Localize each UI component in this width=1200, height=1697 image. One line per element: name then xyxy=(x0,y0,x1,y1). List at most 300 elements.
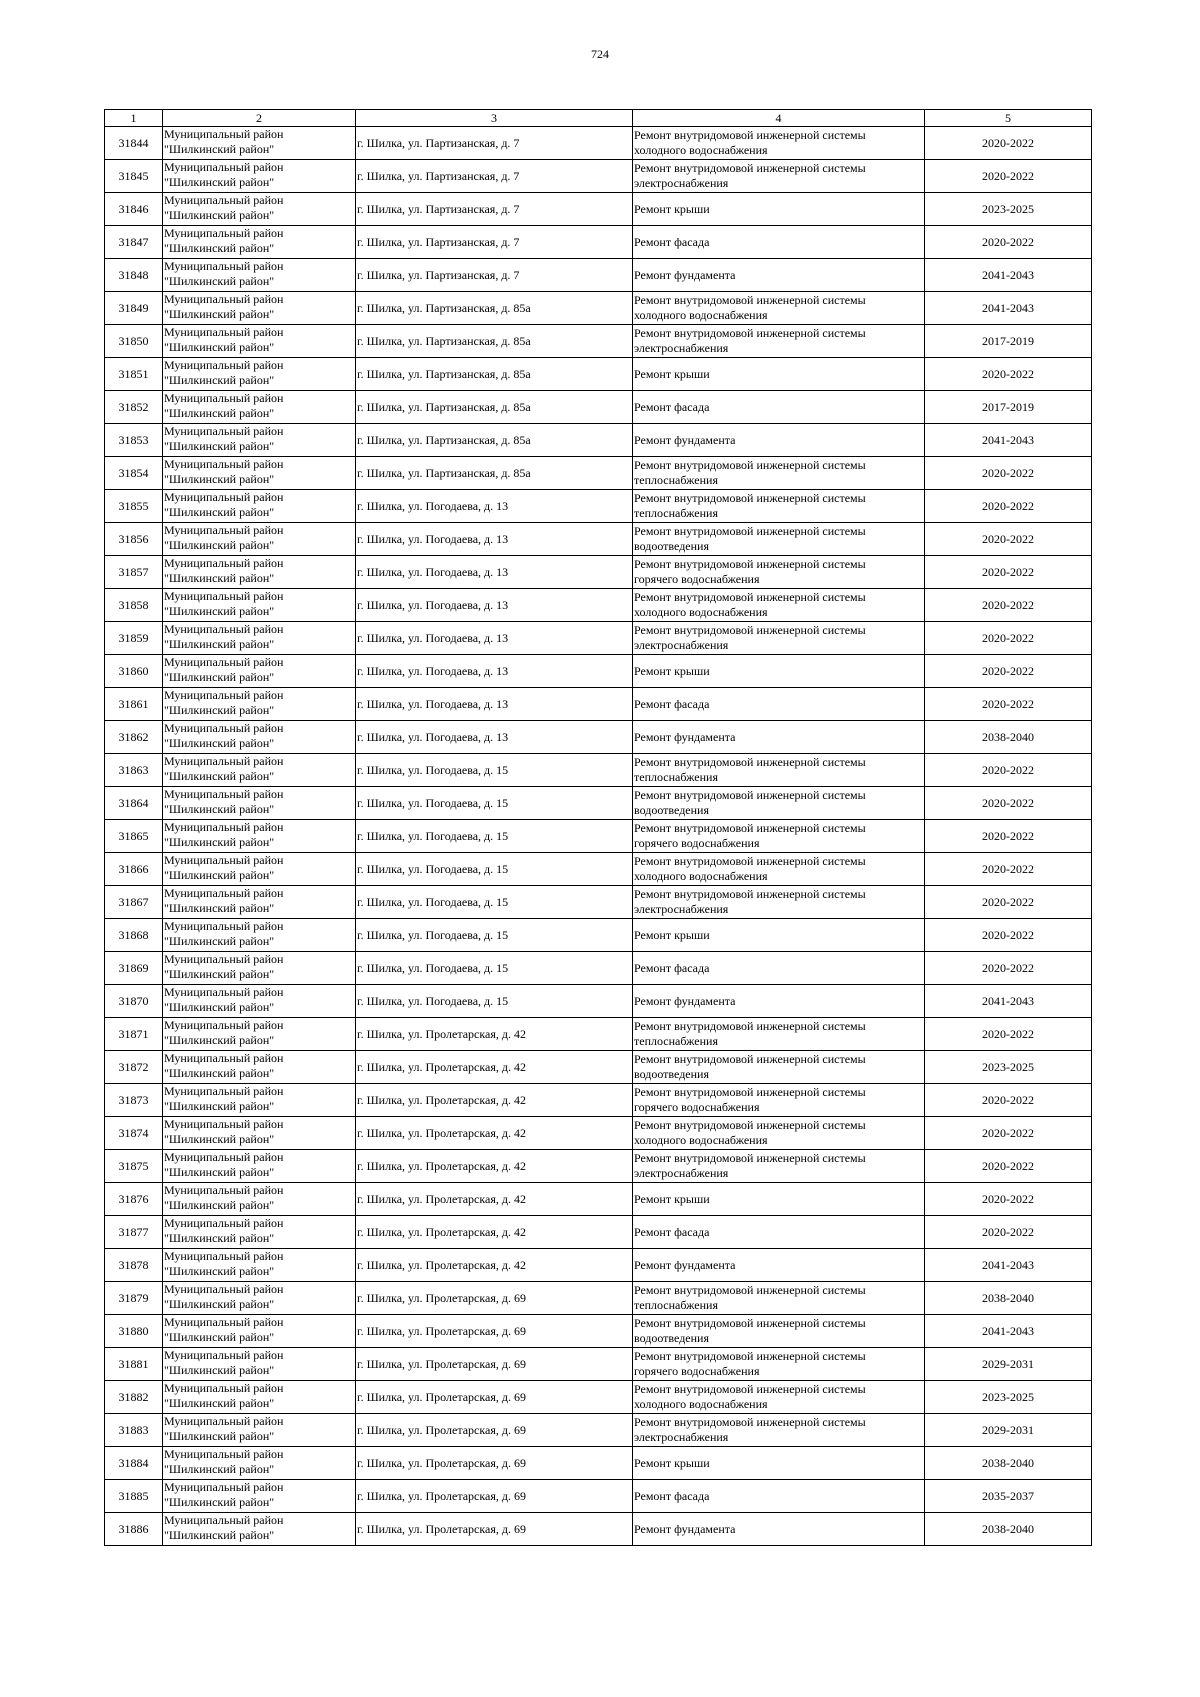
municipality-line: "Шилкинский район" xyxy=(164,274,275,288)
municipality-line: Муниципальный район xyxy=(164,325,284,339)
row-number-cell: 31872 xyxy=(105,1051,163,1084)
address-cell: г. Шилка, ул. Партизанская, д. 7 xyxy=(356,259,633,292)
period-cell: 2020-2022 xyxy=(925,226,1092,259)
period-cell: 2020-2022 xyxy=(925,919,1092,952)
municipality-cell xyxy=(163,1447,356,1480)
work-type-line: Ремонт крыши xyxy=(634,366,710,381)
table-row xyxy=(105,1513,1092,1546)
work-type-line: Ремонт внутридомовой инженерной системы xyxy=(634,854,866,868)
work-type-cell xyxy=(633,1216,925,1249)
work-type-line: теплоснабжения xyxy=(634,506,718,520)
municipality-line: "Шилкинский район" xyxy=(164,1099,275,1113)
work-type-line: водоотведения xyxy=(634,803,709,817)
municipality-cell xyxy=(163,886,356,919)
work-type-line: электроснабжения xyxy=(634,902,729,916)
work-type-line: Ремонт внутридомовой инженерной системы xyxy=(634,821,866,835)
address-cell: г. Шилка, ул. Пролетарская, д. 42 xyxy=(356,1183,633,1216)
address-cell: г. Шилка, ул. Партизанская, д. 7 xyxy=(356,160,633,193)
municipality-cell xyxy=(163,358,356,391)
address-cell: г. Шилка, ул. Пролетарская, д. 69 xyxy=(356,1348,633,1381)
work-type-line: холодного водоснабжения xyxy=(634,1133,768,1147)
municipality-line: "Шилкинский район" xyxy=(164,1330,275,1344)
work-type-cell xyxy=(633,1282,925,1315)
address-cell: г. Шилка, ул. Партизанская, д. 85а xyxy=(356,292,633,325)
row-number-cell: 31851 xyxy=(105,358,163,391)
work-type-cell xyxy=(633,1183,925,1216)
table-row xyxy=(105,358,1092,391)
work-type-line: Ремонт фасада xyxy=(634,1224,710,1239)
municipality-line: Муниципальный район xyxy=(164,1183,284,1197)
municipality-cell xyxy=(163,457,356,490)
table-row xyxy=(105,952,1092,985)
column-number-row xyxy=(105,110,1092,127)
municipality-line: "Шилкинский район" xyxy=(164,1363,275,1377)
municipality-line: Муниципальный район xyxy=(164,292,284,306)
work-type-cell xyxy=(633,754,925,787)
row-number-cell: 31867 xyxy=(105,886,163,919)
table-row xyxy=(105,655,1092,688)
municipality-line: Муниципальный район xyxy=(164,391,284,405)
municipality-cell xyxy=(163,226,356,259)
row-number-cell: 31886 xyxy=(105,1513,163,1546)
address-cell: г. Шилка, ул. Погодаева, д. 15 xyxy=(356,820,633,853)
period-cell: 2020-2022 xyxy=(925,754,1092,787)
work-type-cell xyxy=(633,1348,925,1381)
period-cell: 2020-2022 xyxy=(925,490,1092,523)
municipality-line: "Шилкинский район" xyxy=(164,373,275,387)
period-cell: 2017-2019 xyxy=(925,325,1092,358)
work-type-cell xyxy=(633,589,925,622)
municipality-cell xyxy=(163,787,356,820)
municipality-line: Муниципальный район xyxy=(164,1150,284,1164)
work-type-cell xyxy=(633,1447,925,1480)
municipality-line: "Шилкинский район" xyxy=(164,868,275,882)
work-type-cell xyxy=(633,292,925,325)
period-cell: 2020-2022 xyxy=(925,1183,1092,1216)
work-type-cell xyxy=(633,259,925,292)
municipality-line: Муниципальный район xyxy=(164,1216,284,1230)
address-cell: г. Шилка, ул. Пролетарская, д. 69 xyxy=(356,1480,633,1513)
work-type-line: Ремонт внутридомовой инженерной системы xyxy=(634,326,866,340)
municipality-cell xyxy=(163,1249,356,1282)
municipality-cell xyxy=(163,1513,356,1546)
address-cell: г. Шилка, ул. Пролетарская, д. 42 xyxy=(356,1249,633,1282)
table-row xyxy=(105,127,1092,160)
row-number-cell: 31847 xyxy=(105,226,163,259)
table-row xyxy=(105,259,1092,292)
table-row xyxy=(105,787,1092,820)
work-type-line: Ремонт внутридомовой инженерной системы xyxy=(634,161,866,175)
period-cell: 2020-2022 xyxy=(925,952,1092,985)
table-row xyxy=(105,424,1092,457)
table-row xyxy=(105,1414,1092,1447)
municipality-line: "Шилкинский район" xyxy=(164,1198,275,1212)
work-type-line: Ремонт фундамента xyxy=(634,729,736,744)
municipality-line: Муниципальный район xyxy=(164,886,284,900)
work-type-cell xyxy=(633,1513,925,1546)
municipality-cell xyxy=(163,1348,356,1381)
municipality-cell xyxy=(163,1117,356,1150)
municipality-cell xyxy=(163,523,356,556)
municipality-cell xyxy=(163,391,356,424)
municipality-line: Муниципальный район xyxy=(164,490,284,504)
period-cell: 2041-2043 xyxy=(925,292,1092,325)
table-row xyxy=(105,1018,1092,1051)
work-type-line: Ремонт фундамента xyxy=(634,267,736,282)
row-number-cell: 31861 xyxy=(105,688,163,721)
column-header-2: 2 xyxy=(163,110,356,127)
row-number-cell: 31849 xyxy=(105,292,163,325)
address-cell: г. Шилка, ул. Погодаева, д. 15 xyxy=(356,787,633,820)
work-type-cell xyxy=(633,556,925,589)
municipality-line: "Шилкинский район" xyxy=(164,835,275,849)
work-type-cell xyxy=(633,1480,925,1513)
municipality-line: "Шилкинский район" xyxy=(164,1132,275,1146)
municipality-line: Муниципальный район xyxy=(164,1315,284,1329)
municipality-cell xyxy=(163,292,356,325)
row-number-cell: 31870 xyxy=(105,985,163,1018)
period-cell: 2041-2043 xyxy=(925,1249,1092,1282)
work-type-line: Ремонт внутридомовой инженерной системы xyxy=(634,458,866,472)
table-row xyxy=(105,325,1092,358)
work-type-line: холодного водоснабжения xyxy=(634,143,768,157)
address-cell: г. Шилка, ул. Погодаева, д. 13 xyxy=(356,622,633,655)
period-cell: 2023-2025 xyxy=(925,193,1092,226)
municipality-line: Муниципальный район xyxy=(164,1282,284,1296)
table-row xyxy=(105,490,1092,523)
row-number-cell: 31860 xyxy=(105,655,163,688)
municipality-line: "Шилкинский район" xyxy=(164,1066,275,1080)
table-row xyxy=(105,589,1092,622)
row-number-cell: 31878 xyxy=(105,1249,163,1282)
period-cell: 2038-2040 xyxy=(925,1513,1092,1546)
period-cell: 2020-2022 xyxy=(925,556,1092,589)
work-type-line: Ремонт внутридомовой инженерной системы xyxy=(634,1283,866,1297)
address-cell: г. Шилка, ул. Погодаева, д. 13 xyxy=(356,490,633,523)
period-cell: 2020-2022 xyxy=(925,589,1092,622)
work-type-line: горячего водоснабжения xyxy=(634,1100,760,1114)
municipality-line: Муниципальный район xyxy=(164,853,284,867)
work-type-line: холодного водоснабжения xyxy=(634,605,768,619)
work-type-cell xyxy=(633,457,925,490)
municipality-line: "Шилкинский район" xyxy=(164,901,275,915)
row-number-cell: 31853 xyxy=(105,424,163,457)
work-type-cell xyxy=(633,226,925,259)
municipality-cell xyxy=(163,556,356,589)
row-number-cell: 31873 xyxy=(105,1084,163,1117)
municipality-line: "Шилкинский район" xyxy=(164,703,275,717)
municipality-line: "Шилкинский район" xyxy=(164,1165,275,1179)
work-type-line: электроснабжения xyxy=(634,341,729,355)
municipality-line: "Шилкинский район" xyxy=(164,472,275,486)
work-type-line: электроснабжения xyxy=(634,1166,729,1180)
address-cell: г. Шилка, ул. Пролетарская, д. 42 xyxy=(356,1084,633,1117)
address-cell: г. Шилка, ул. Пролетарская, д. 69 xyxy=(356,1513,633,1546)
period-cell: 2020-2022 xyxy=(925,523,1092,556)
period-cell: 2020-2022 xyxy=(925,457,1092,490)
table-row xyxy=(105,1084,1092,1117)
address-cell: г. Шилка, ул. Погодаева, д. 15 xyxy=(356,886,633,919)
work-type-line: водоотведения xyxy=(634,1067,709,1081)
repair-register-table xyxy=(104,109,1092,1546)
address-cell: г. Шилка, ул. Пролетарская, д. 69 xyxy=(356,1381,633,1414)
table-row xyxy=(105,985,1092,1018)
municipality-line: "Шилкинский район" xyxy=(164,175,275,189)
municipality-line: Муниципальный район xyxy=(164,259,284,273)
municipality-line: "Шилкинский район" xyxy=(164,505,275,519)
municipality-line: Муниципальный район xyxy=(164,1513,284,1527)
table-row xyxy=(105,721,1092,754)
address-cell: г. Шилка, ул. Погодаева, д. 15 xyxy=(356,985,633,1018)
work-type-line: Ремонт внутридомовой инженерной системы xyxy=(634,1085,866,1099)
work-type-line: горячего водоснабжения xyxy=(634,572,760,586)
row-number-cell: 31882 xyxy=(105,1381,163,1414)
work-type-cell xyxy=(633,424,925,457)
municipality-line: "Шилкинский район" xyxy=(164,1297,275,1311)
row-number-cell: 31857 xyxy=(105,556,163,589)
municipality-line: Муниципальный район xyxy=(164,1447,284,1461)
municipality-line: Муниципальный район xyxy=(164,358,284,372)
municipality-line: "Шилкинский район" xyxy=(164,736,275,750)
row-number-cell: 31854 xyxy=(105,457,163,490)
municipality-line: "Шилкинский район" xyxy=(164,406,275,420)
work-type-line: Ремонт внутридомовой инженерной системы xyxy=(634,491,866,505)
municipality-cell xyxy=(163,688,356,721)
row-number-cell: 31845 xyxy=(105,160,163,193)
work-type-cell xyxy=(633,325,925,358)
work-type-cell xyxy=(633,688,925,721)
address-cell: г. Шилка, ул. Пролетарская, д. 69 xyxy=(356,1414,633,1447)
municipality-line: Муниципальный район xyxy=(164,1117,284,1131)
address-cell: г. Шилка, ул. Партизанская, д. 85а xyxy=(356,358,633,391)
municipality-line: "Шилкинский район" xyxy=(164,307,275,321)
municipality-line: Муниципальный район xyxy=(164,820,284,834)
table-row xyxy=(105,1381,1092,1414)
table-row xyxy=(105,853,1092,886)
table-row xyxy=(105,1447,1092,1480)
period-cell: 2023-2025 xyxy=(925,1381,1092,1414)
work-type-cell xyxy=(633,358,925,391)
work-type-cell xyxy=(633,985,925,1018)
work-type-line: Ремонт внутридомовой инженерной системы xyxy=(634,1118,866,1132)
work-type-cell xyxy=(633,1414,925,1447)
work-type-line: Ремонт внутридомовой инженерной системы xyxy=(634,1316,866,1330)
work-type-line: Ремонт внутридомовой инженерной системы xyxy=(634,128,866,142)
address-cell: г. Шилка, ул. Партизанская, д. 7 xyxy=(356,226,633,259)
period-cell: 2038-2040 xyxy=(925,1447,1092,1480)
work-type-line: Ремонт фасада xyxy=(634,399,710,414)
table-row xyxy=(105,1348,1092,1381)
work-type-cell xyxy=(633,490,925,523)
work-type-cell xyxy=(633,919,925,952)
address-cell: г. Шилка, ул. Погодаева, д. 13 xyxy=(356,721,633,754)
period-cell: 2023-2025 xyxy=(925,1051,1092,1084)
work-type-line: Ремонт внутридомовой инженерной системы xyxy=(634,1349,866,1363)
work-type-cell xyxy=(633,127,925,160)
municipality-line: "Шилкинский район" xyxy=(164,604,275,618)
municipality-cell xyxy=(163,754,356,787)
table-row xyxy=(105,886,1092,919)
work-type-line: Ремонт внутридомовой инженерной системы xyxy=(634,755,866,769)
period-cell: 2041-2043 xyxy=(925,259,1092,292)
municipality-cell xyxy=(163,193,356,226)
work-type-cell xyxy=(633,820,925,853)
row-number-cell: 31884 xyxy=(105,1447,163,1480)
work-type-line: Ремонт внутридомовой инженерной системы xyxy=(634,557,866,571)
address-cell: г. Шилка, ул. Пролетарская, д. 69 xyxy=(356,1315,633,1348)
work-type-line: Ремонт крыши xyxy=(634,1455,710,1470)
address-cell: г. Шилка, ул. Партизанская, д. 85а xyxy=(356,325,633,358)
period-cell: 2020-2022 xyxy=(925,127,1092,160)
address-cell: г. Шилка, ул. Пролетарская, д. 42 xyxy=(356,1018,633,1051)
work-type-line: Ремонт крыши xyxy=(634,201,710,216)
municipality-line: "Шилкинский район" xyxy=(164,241,275,255)
municipality-line: "Шилкинский район" xyxy=(164,538,275,552)
work-type-cell xyxy=(633,160,925,193)
municipality-line: Муниципальный район xyxy=(164,655,284,669)
municipality-line: Муниципальный район xyxy=(164,160,284,174)
row-number-cell: 31859 xyxy=(105,622,163,655)
work-type-line: Ремонт фундамента xyxy=(634,432,736,447)
work-type-cell xyxy=(633,1084,925,1117)
municipality-line: "Шилкинский район" xyxy=(164,967,275,981)
period-cell: 2020-2022 xyxy=(925,622,1092,655)
column-header-4: 4 xyxy=(633,110,925,127)
period-cell: 2020-2022 xyxy=(925,1117,1092,1150)
work-type-cell xyxy=(633,853,925,886)
municipality-cell xyxy=(163,1381,356,1414)
work-type-line: теплоснабжения xyxy=(634,1298,718,1312)
period-cell: 2017-2019 xyxy=(925,391,1092,424)
row-number-cell: 31865 xyxy=(105,820,163,853)
work-type-line: Ремонт внутридомовой инженерной системы xyxy=(634,788,866,802)
period-cell: 2020-2022 xyxy=(925,358,1092,391)
table-row xyxy=(105,193,1092,226)
work-type-line: холодного водоснабжения xyxy=(634,869,768,883)
period-cell: 2020-2022 xyxy=(925,160,1092,193)
municipality-line: Муниципальный район xyxy=(164,523,284,537)
work-type-cell xyxy=(633,1381,925,1414)
municipality-line: "Шилкинский район" xyxy=(164,1528,275,1542)
work-type-cell xyxy=(633,1249,925,1282)
municipality-line: Муниципальный район xyxy=(164,556,284,570)
address-cell: г. Шилка, ул. Погодаева, д. 15 xyxy=(356,754,633,787)
work-type-line: горячего водоснабжения xyxy=(634,1364,760,1378)
municipality-cell xyxy=(163,985,356,1018)
table-row xyxy=(105,622,1092,655)
address-cell: г. Шилка, ул. Погодаева, д. 13 xyxy=(356,523,633,556)
period-cell: 2038-2040 xyxy=(925,1282,1092,1315)
municipality-line: "Шилкинский район" xyxy=(164,802,275,816)
row-number-cell: 31864 xyxy=(105,787,163,820)
municipality-line: Муниципальный район xyxy=(164,193,284,207)
municipality-line: "Шилкинский район" xyxy=(164,769,275,783)
municipality-line: Муниципальный район xyxy=(164,127,284,141)
municipality-line: Муниципальный район xyxy=(164,589,284,603)
address-cell: г. Шилка, ул. Пролетарская, д. 42 xyxy=(356,1117,633,1150)
work-type-line: Ремонт внутридомовой инженерной системы xyxy=(634,590,866,604)
municipality-line: Муниципальный район xyxy=(164,1051,284,1065)
municipality-line: Муниципальный район xyxy=(164,919,284,933)
address-cell: г. Шилка, ул. Пролетарская, д. 69 xyxy=(356,1447,633,1480)
period-cell: 2041-2043 xyxy=(925,985,1092,1018)
municipality-line: Муниципальный район xyxy=(164,1249,284,1263)
municipality-cell xyxy=(163,820,356,853)
municipality-line: "Шилкинский район" xyxy=(164,670,275,684)
row-number-cell: 31876 xyxy=(105,1183,163,1216)
period-cell: 2020-2022 xyxy=(925,1150,1092,1183)
address-cell: г. Шилка, ул. Пролетарская, д. 42 xyxy=(356,1216,633,1249)
municipality-cell xyxy=(163,1018,356,1051)
period-cell: 2020-2022 xyxy=(925,1084,1092,1117)
municipality-line: "Шилкинский район" xyxy=(164,340,275,354)
work-type-cell xyxy=(633,1117,925,1150)
municipality-cell xyxy=(163,1315,356,1348)
municipality-line: "Шилкинский район" xyxy=(164,208,275,222)
table-row xyxy=(105,457,1092,490)
table-row xyxy=(105,1183,1092,1216)
work-type-cell xyxy=(633,1150,925,1183)
work-type-line: водоотведения xyxy=(634,1331,709,1345)
table-row xyxy=(105,1117,1092,1150)
work-type-cell xyxy=(633,391,925,424)
table-row xyxy=(105,292,1092,325)
municipality-line: Муниципальный район xyxy=(164,721,284,735)
municipality-line: Муниципальный район xyxy=(164,688,284,702)
row-number-cell: 31877 xyxy=(105,1216,163,1249)
municipality-line: "Шилкинский район" xyxy=(164,1000,275,1014)
address-cell: г. Шилка, ул. Погодаева, д. 15 xyxy=(356,952,633,985)
municipality-line: Муниципальный район xyxy=(164,1018,284,1032)
row-number-cell: 31879 xyxy=(105,1282,163,1315)
work-type-line: Ремонт внутридомовой инженерной системы xyxy=(634,1382,866,1396)
address-cell: г. Шилка, ул. Пролетарская, д. 69 xyxy=(356,1282,633,1315)
municipality-cell xyxy=(163,1150,356,1183)
work-type-cell xyxy=(633,622,925,655)
address-cell: г. Шилка, ул. Погодаева, д. 13 xyxy=(356,589,633,622)
work-type-line: Ремонт внутридомовой инженерной системы xyxy=(634,524,866,538)
work-type-cell xyxy=(633,193,925,226)
municipality-line: Муниципальный район xyxy=(164,1381,284,1395)
row-number-cell: 31866 xyxy=(105,853,163,886)
row-number-cell: 31863 xyxy=(105,754,163,787)
municipality-line: Муниципальный район xyxy=(164,787,284,801)
row-number-cell: 31868 xyxy=(105,919,163,952)
table-row xyxy=(105,391,1092,424)
municipality-cell xyxy=(163,1480,356,1513)
work-type-line: Ремонт фундамента xyxy=(634,1257,736,1272)
municipality-cell xyxy=(163,127,356,160)
address-cell: г. Шилка, ул. Партизанская, д. 85а xyxy=(356,391,633,424)
period-cell: 2029-2031 xyxy=(925,1348,1092,1381)
work-type-line: Ремонт внутридомовой инженерной системы xyxy=(634,1052,866,1066)
municipality-line: "Шилкинский район" xyxy=(164,1264,275,1278)
table-row xyxy=(105,688,1092,721)
row-number-cell: 31852 xyxy=(105,391,163,424)
table-row xyxy=(105,1282,1092,1315)
page-number: 724 xyxy=(591,47,609,61)
municipality-line: Муниципальный район xyxy=(164,622,284,636)
address-cell: г. Шилка, ул. Погодаева, д. 15 xyxy=(356,919,633,952)
municipality-line: "Шилкинский район" xyxy=(164,439,275,453)
work-type-line: теплоснабжения xyxy=(634,770,718,784)
work-type-cell xyxy=(633,886,925,919)
table-row xyxy=(105,1249,1092,1282)
row-number-cell: 31858 xyxy=(105,589,163,622)
period-cell: 2020-2022 xyxy=(925,853,1092,886)
municipality-line: Муниципальный район xyxy=(164,1084,284,1098)
address-cell: г. Шилка, ул. Погодаева, д. 13 xyxy=(356,556,633,589)
